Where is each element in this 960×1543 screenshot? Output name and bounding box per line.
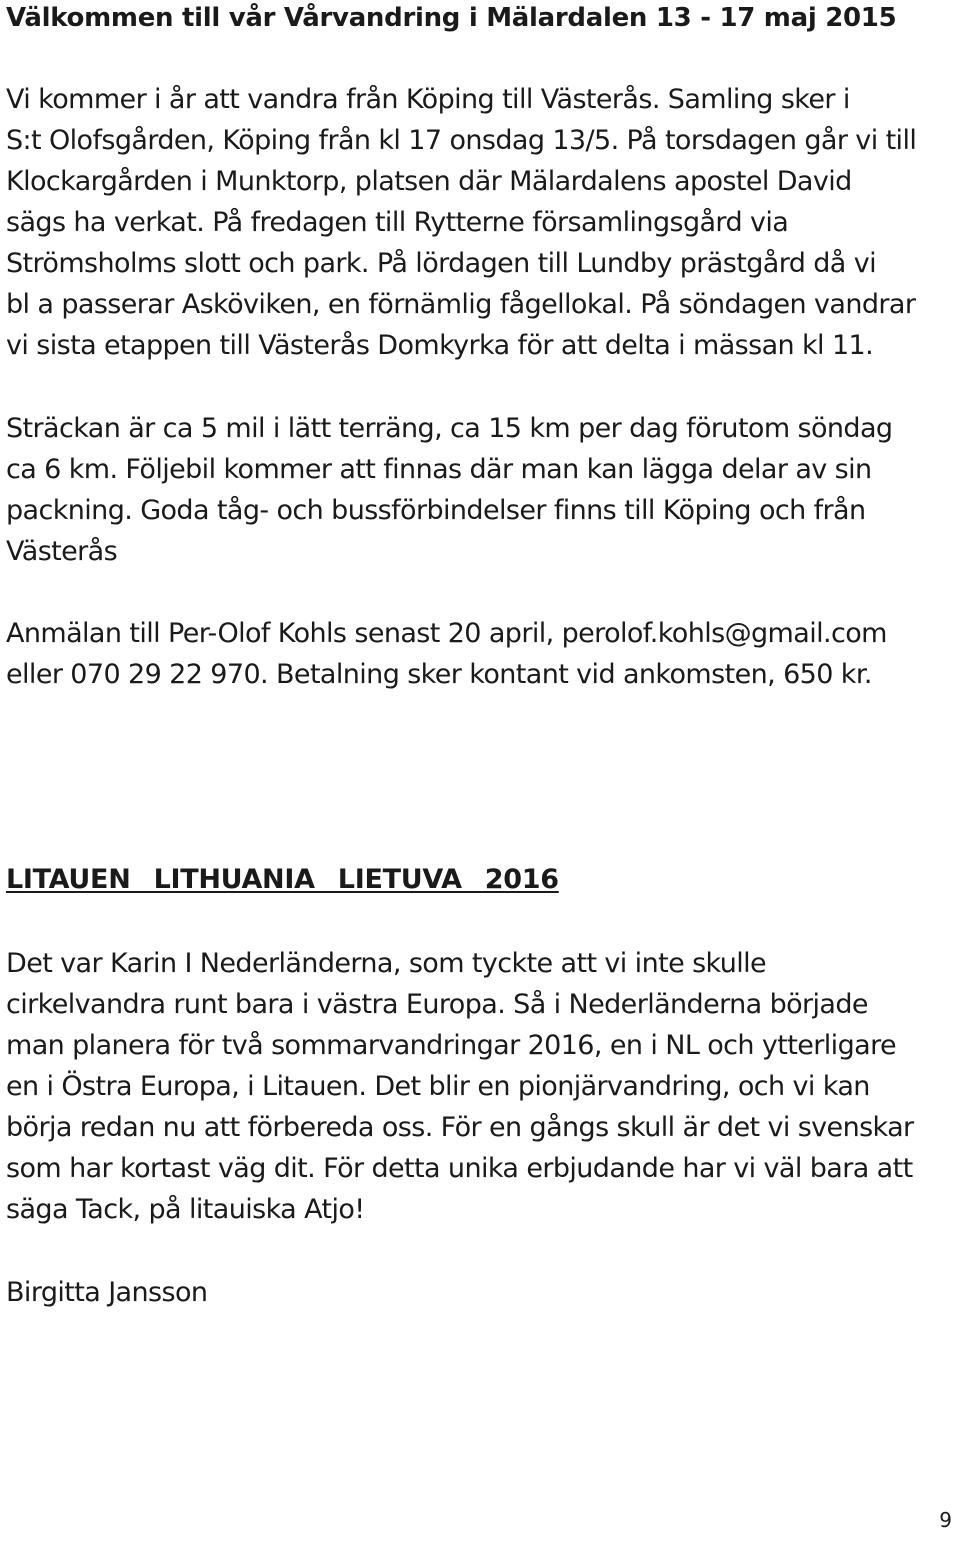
lithuania-line: man planera för två sommarvandringar 2016, en i NL och ytterligare xyxy=(6,1030,896,1061)
distance-line: Sträckan är ca 5 mil i lätt terräng, ca 15 km per dag förutom söndag xyxy=(6,413,893,444)
section-heading: LITAUEN LITHUANIA LIETUVA 2016 xyxy=(6,864,559,895)
intro-line: vi sista etappen till Västerås Domkyrka för att delta i mässan kl 11. xyxy=(6,330,874,361)
distance-line: ca 6 km. Följebil kommer att finnas där man kan lägga delar av sin xyxy=(6,454,872,485)
intro-line: Klockargården i Munktorp, platsen där Mälardalens apostel David xyxy=(6,166,852,197)
signature: Birgitta Jansson xyxy=(6,1277,208,1308)
intro-line: S:t Olofsgården, Köping från kl 17 onsdag 13/5. På torsdagen går vi till xyxy=(6,125,917,156)
page-number: 9 xyxy=(939,1508,952,1532)
lithuania-line: som har kortast väg dit. För detta unika erbjudande har vi väl bara att xyxy=(6,1153,913,1184)
lithuania-line: säga Tack, på litauiska Atjo! xyxy=(6,1194,365,1225)
lithuania-line: en i Östra Europa, i Litauen. Det blir en pionjärvandring, och vi kan xyxy=(6,1071,870,1102)
intro-line: Vi kommer i år att vandra från Köping till Västerås. Samling sker i xyxy=(6,84,850,115)
intro-line: bl a passerar Asköviken, en förnämlig fågellokal. På söndagen vandrar xyxy=(6,289,916,320)
lithuania-line: Det var Karin I Nederländerna, som tyckte att vi inte skulle xyxy=(6,948,767,979)
intro-line: sägs ha verkat. På fredagen till Rytterne församlingsgård via xyxy=(6,207,789,238)
registration-line: eller 070 29 22 970. Betalning sker kontant vid ankomsten, 650 kr. xyxy=(6,659,872,690)
distance-line: Västerås xyxy=(6,536,118,567)
page-title: Välkommen till vår Vårvandring i Mälardalen 13 - 17 maj 2015 xyxy=(6,3,897,33)
lithuania-line: cirkelvandra runt bara i västra Europa. Så i Nederländerna började xyxy=(6,989,868,1020)
distance-line: packning. Goda tåg- och bussförbindelser finns till Köping och från xyxy=(6,495,866,526)
registration-line: Anmälan till Per-Olof Kohls senast 20 april, perolof.kohls@gmail.com xyxy=(6,618,887,649)
intro-line: Strömsholms slott och park. På lördagen till Lundby prästgård då vi xyxy=(6,248,876,279)
lithuania-line: börja redan nu att förbereda oss. För en gångs skull är det vi svenskar xyxy=(6,1112,914,1143)
